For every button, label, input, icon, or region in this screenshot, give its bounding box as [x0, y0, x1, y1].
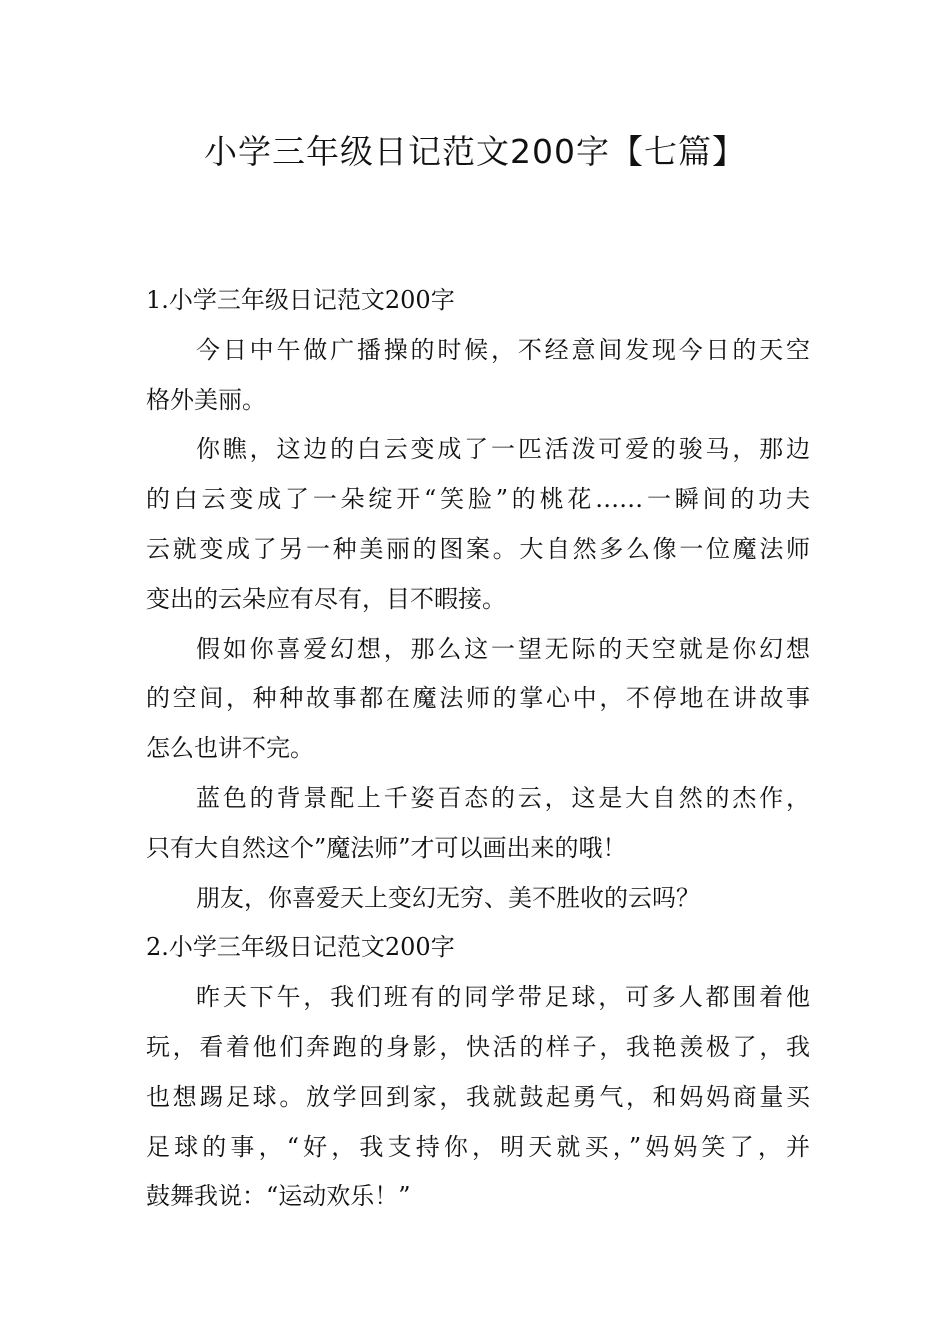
paragraph-line: 玩，看着他们奔跑的身影，快活的样子，我艳羡极了，我 — [146, 1032, 810, 1061]
document-body — [146, 276, 810, 1222]
section-heading: 2.小学三年级日记范文200字 — [146, 933, 455, 962]
paragraph-line: 昨天下午，我们班有的同学带足球，可多人都围着他 — [196, 983, 810, 1012]
section-heading: 1.小学三年级日记范文200字 — [146, 286, 455, 314]
paragraph-line: 只有大自然这个”魔法师”才可以画出来的哦！ — [146, 833, 627, 862]
paragraph-line: 的白云变成了一朵绽开“笑脸”的桃花……一瞬间的功夫 — [146, 485, 810, 514]
document-title: 小学三年级日记范文200字【七篇】 — [204, 132, 746, 171]
paragraph-line: 假如你喜爱幻想，那么这一望无际的天空就是你幻想 — [196, 634, 810, 663]
paragraph-line: 怎么也讲不完。 — [146, 734, 314, 763]
paragraph-line: 变出的云朵应有尽有，目不暇接。 — [146, 584, 506, 613]
paragraph-line: 鼓舞我说：“运动欢乐！” — [146, 1182, 411, 1211]
paragraph-line: 格外美丽。 — [146, 385, 266, 414]
paragraph-line: 足球的事，“好，我支持你，明天就买，”妈妈笑了，并 — [146, 1132, 810, 1161]
paragraph-line: 今日中午做广播操的时候，不经意间发现今日的天空 — [196, 335, 810, 364]
paragraph-line: 你瞧，这边的白云变成了一匹活泼可爱的骏马，那边 — [196, 435, 810, 464]
paragraph-line: 朋友，你喜爱天上变幻无穷、美不胜收的云吗？ — [196, 883, 700, 912]
paragraph-line: 云就变成了另一种美丽的图案。大自然多么像一位魔法师 — [146, 534, 810, 563]
paragraph-line: 蓝色的背景配上千姿百态的云，这是大自然的杰作， — [196, 783, 810, 812]
paragraph-line: 也想踢足球。放学回到家，我就鼓起勇气，和妈妈商量买 — [146, 1082, 810, 1111]
paragraph-line: 的空间，种种故事都在魔法师的掌心中，不停地在讲故事 — [146, 684, 810, 713]
